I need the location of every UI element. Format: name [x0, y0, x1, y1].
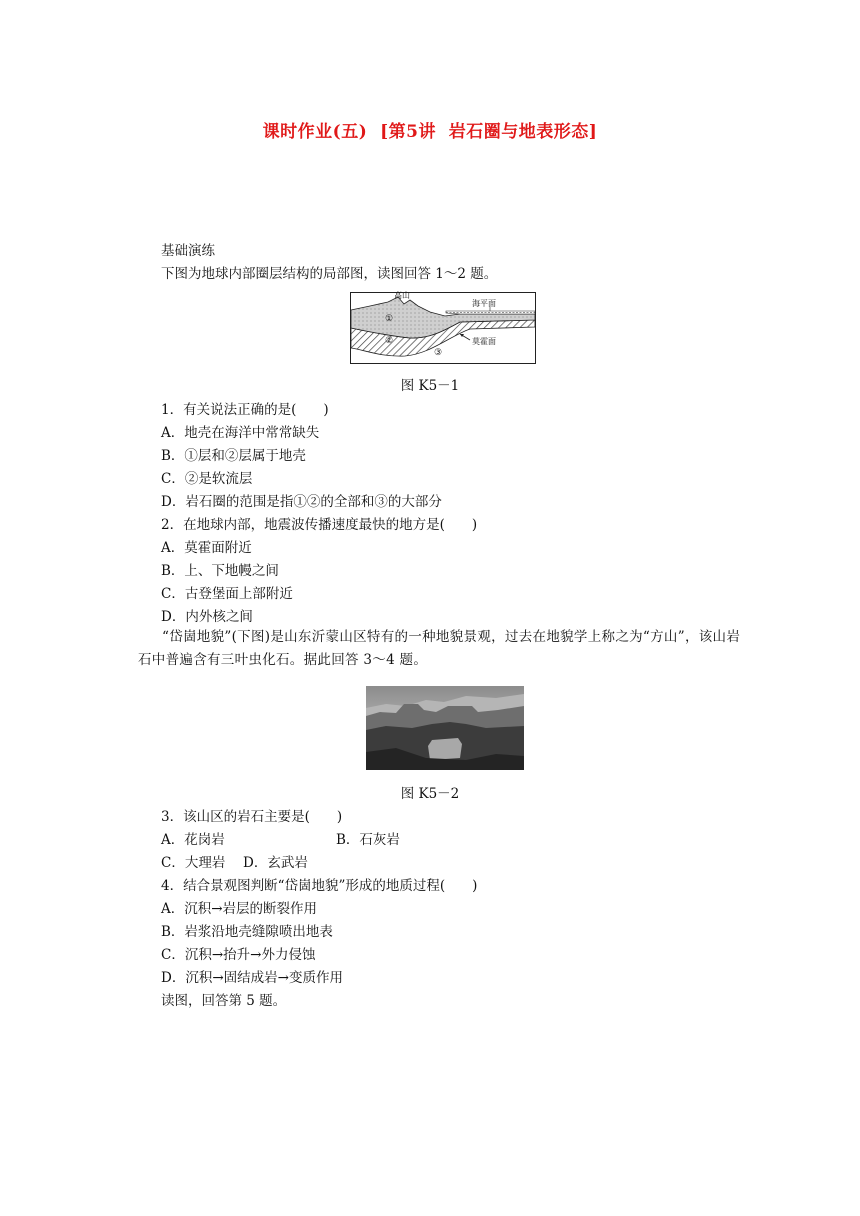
intro-text-1: 下图为地球内部圈层结构的局部图，读图回答 1～2 题。	[161, 266, 498, 282]
q4-option-c: C．沉积→抬升→外力侵蚀	[161, 947, 316, 963]
figure2-caption: 图 K5－2	[400, 786, 460, 802]
q3-option-c: C．大理岩	[161, 855, 226, 871]
figure1-caption: 图 K5－1	[400, 378, 460, 394]
q1-stem: 1．有关说法正确的是( )	[161, 402, 329, 418]
q2-stem: 2．在地球内部，地震波传播速度最快的地方是( )	[161, 517, 478, 533]
outro-text: 读图，回答第 5 题。	[161, 993, 287, 1009]
q4-stem: 4．结合景观图判断“岱崮地貌”形成的地质过程( )	[161, 878, 478, 894]
q3-option-a: A．花岗岩	[161, 832, 225, 848]
q3-stem: 3．该山区的岩石主要是( )	[161, 809, 343, 825]
q1-option-d: D．岩石圈的范围是指①②的全部和③的大部分	[161, 494, 442, 510]
daigu-landscape-photo	[366, 686, 524, 774]
earth-layers-diagram	[350, 292, 536, 368]
q2-option-a: A．莫霍面附近	[161, 540, 252, 556]
section-heading: 基础演练	[161, 243, 215, 259]
q2-option-b: B．上、下地幔之间	[161, 563, 279, 579]
q1-option-b: B．①层和②层属于地壳	[161, 448, 306, 464]
label-sea-level: 海平面	[472, 299, 496, 308]
label-mountain: 高山	[394, 291, 410, 300]
label-layer-1: ①	[385, 314, 394, 324]
q3-option-d: D．玄武岩	[243, 855, 308, 871]
q3-option-b: B．石灰岩	[336, 832, 400, 848]
q4-option-d: D．沉积→固结成岩→变质作用	[161, 970, 343, 986]
q4-option-b: B．岩浆沿地壳缝隙喷出地表	[161, 924, 333, 940]
label-moho: 莫霍面	[472, 337, 496, 346]
q2-option-c: C．古登堡面上部附近	[161, 586, 293, 602]
q4-option-a: A．沉积→岩层的断裂作用	[161, 901, 318, 917]
q1-option-c: C．②是软流层	[161, 471, 253, 487]
label-layer-2: ②	[385, 336, 394, 346]
q1-option-a: A．地壳在海洋中常常缺失	[161, 425, 320, 441]
page-title: 课时作业(五) [第5讲 岩石圈与地表形态]	[262, 122, 598, 142]
intro-text-2: “岱崮地貌”(下图)是山东沂蒙山区特有的一种地貌景观，过去在地貌学上称之为“方山”，该山岩石中普遍含有三叶虫化石。据此回答 3～4 题。	[138, 629, 741, 668]
label-layer-3: ③	[434, 348, 443, 358]
q2-option-d: D．内外核之间	[161, 609, 253, 625]
